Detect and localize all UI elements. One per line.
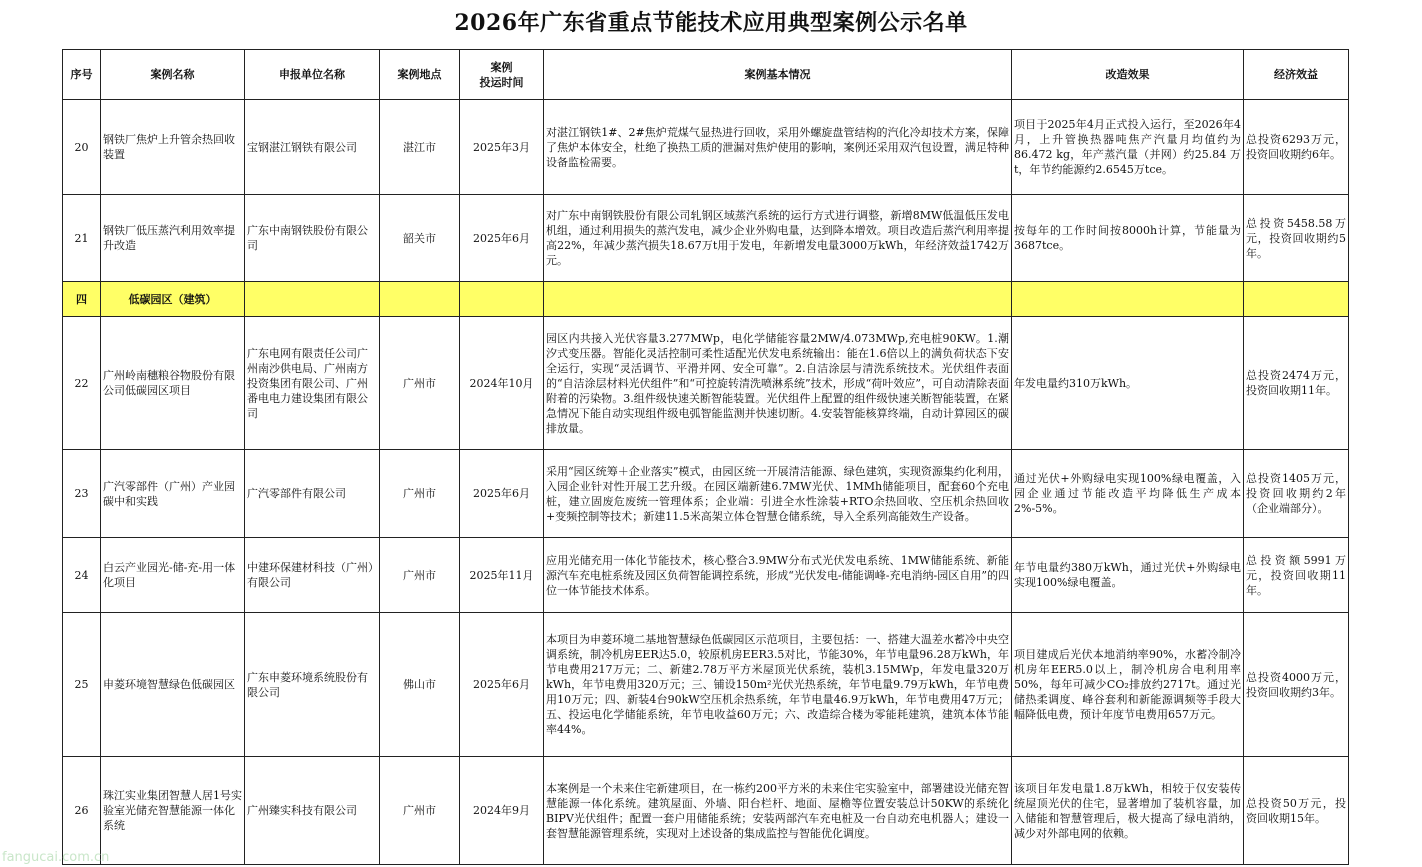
section-title: 低碳园区（建筑）	[101, 282, 245, 317]
cell-case-name: 广汽零部件（广州）产业园碳中和实践	[101, 450, 245, 538]
cell-economy: 总投资1405万元，投资回收期约2年（企业端部分）。	[1244, 450, 1349, 538]
header-no: 序号	[63, 50, 101, 100]
cell-no: 23	[63, 450, 101, 538]
cell-economy: 总投资4000万元，投资回收期约3年。	[1244, 613, 1349, 757]
cell-case-name: 白云产业园光-储-充-用一体化项目	[101, 538, 245, 613]
cell-effect: 该项目年发电量1.8万kWh，相较于仅安装传统屋顶光伏的住宅，显著增加了装机容量，加入储能和智慧管理后，极大提高了绿电消纳，减少对外部电网的依赖。	[1012, 757, 1244, 865]
cell-description: 采用“园区统筹＋企业落实”模式，由园区统一开展清洁能源、绿色建筑，实现资源集约化利用，入园企业针对性开展工艺升级。在园区端新建6.7MW光伏、1MMh储能项目，配套60个充电桩，建立固废危废统一管理体系；企业端：引进全水性涂装+RTO余热回收、空压机余热回收+变频控制等技术；新建11.5米高架立体仓智慧仓储系统，导入全系列高能效生产设备。	[544, 450, 1012, 538]
cell-economy: 总投资50万元，投资回收期15年。	[1244, 757, 1349, 865]
header-place: 案例地点	[380, 50, 460, 100]
cell-effect: 按每年的工作时间按8000h计算，节能量为3687tce。	[1012, 195, 1244, 282]
cell-time: 2025年6月	[460, 613, 544, 757]
cell-description: 本项目为申菱环境二基地智慧绿色低碳园区示范项目，主要包括：一、搭建大温差水蓄冷中央空调系统，制冷机房EER达5.0，较原机房EER3.5对比，节能30%，年节电量96.28万kWh，年节电费用217万元；二、新建2.78万平方米屋顶光伏系统，装机3.15MWp，年发电量320万kWh，年节电费用320万元；三、铺设150m²光伏光热系统，年节电量9.79万kWh，年节电费用10万元；四、新装4台90kW空压机余热系统，年节电量46.9万kWh，年节电费用47万元；五、投运电化学储能系统，年节电收益60万元；六、改造综合楼为零能耗建筑，建筑本体节能率44%。	[544, 613, 1012, 757]
table-row	[63, 613, 1349, 757]
watermark: fangucai.com.cn	[2, 850, 110, 865]
cell-place: 广州市	[380, 317, 460, 450]
header-economy: 经济效益	[1244, 50, 1349, 100]
cell-economy: 总投资6293万元，投资回收期约6年。	[1244, 100, 1349, 195]
cell-time: 2024年9月	[460, 757, 544, 865]
table-row	[63, 757, 1349, 865]
cell-effect: 项目建成后光伏本地消纳率90%，水蓄冷制冷机房年EER5.0以上，制冷机房合电利用率50%，每年可减少CO₂排放约2717t。通过光储热柔调度、峰谷套利和新能源调频等手段大幅降低电费，预计年度节电费用657万元。	[1012, 613, 1244, 757]
cell-effect: 年发电量约310万kWh。	[1012, 317, 1244, 450]
cell-no: 20	[63, 100, 101, 195]
cell-no: 25	[63, 613, 101, 757]
cell-effect: 通过光伏+外购绿电实现100%绿电覆盖，入园企业通过节能改造平均降低生产成本2%-5%。	[1012, 450, 1244, 538]
table-row	[63, 100, 1349, 195]
cell-place: 广州市	[380, 538, 460, 613]
cell-unit: 广东中南钢铁股份有限公司	[245, 195, 380, 282]
cell-time: 2024年10月	[460, 317, 544, 450]
cell-case-name: 钢铁厂低压蒸汽利用效率提升改造	[101, 195, 245, 282]
cell-economy: 总投资2474万元，投资回收期11年。	[1244, 317, 1349, 450]
cell-time: 2025年11月	[460, 538, 544, 613]
header-effect: 改造效果	[1012, 50, 1244, 100]
cell-place: 湛江市	[380, 100, 460, 195]
cell-case-name: 申菱环境智慧绿色低碳园区	[101, 613, 245, 757]
section-no: 四	[63, 282, 101, 317]
cell-no: 24	[63, 538, 101, 613]
table-row	[63, 195, 1349, 282]
cell-description: 对湛江钢铁1#、2#焦炉荒煤气显热进行回收，采用外螺旋盘管结构的汽化冷却技术方案，保障了焦炉本体安全，杜绝了换热工质的泄漏对焦炉使用的影响，案例还采用双汽包设置，满足特种设备监检需要。	[544, 100, 1012, 195]
cell-time: 2025年6月	[460, 450, 544, 538]
cell-place: 佛山市	[380, 613, 460, 757]
table-row	[63, 450, 1349, 538]
page-title: 2026年广东省重点节能技术应用典型案例公示名单	[454, 10, 968, 36]
cell-description: 对广东中南钢铁股份有限公司轧钢区域蒸汽系统的运行方式进行调整，新增8MW低温低压发电机组，通过利用损失的蒸汽发电，减少企业外购电量，达到降本增效。项目改造后蒸汽利用率提高22%，年减少蒸汽损失18.67万t用于发电，年新增发电量3000万kWh，年经济效益1742万元。	[544, 195, 1012, 282]
cell-description: 园区内共接入光伏容量3.277MWp，电化学储能容量2MW/4.073MWp,充电桩90KW。1.潮汐式变压器。智能化灵活控制可柔性适配光伏发电系统输出：能在1.6倍以上的满负荷状态下安全运行，实现“灵活调节、平滑并网、安全可靠”。2.自洁涂层与清洗系统技术。光伏组件表面的“自洁涂层材料光伏组件”和“可控旋转清洗喷淋系统”技术，形成“荷叶效应”，可自动清除表面附着的污染物。3.组件级快速关断智能装置。光伏组件上配置的组件级快速关断智能装置，在紧急情况下能自动实现组件级电弧智能监测并快速切断。4.安装智能核算终端，自动计算园区的碳排放量。	[544, 317, 1012, 450]
cell-unit: 广州臻实科技有限公司	[245, 757, 380, 865]
cell-time: 2025年3月	[460, 100, 544, 195]
header-description: 案例基本情况	[544, 50, 1012, 100]
section-row	[63, 282, 1349, 317]
cell-place: 广州市	[380, 757, 460, 865]
cell-time: 2025年6月	[460, 195, 544, 282]
header-unit: 申报单位名称	[245, 50, 380, 100]
cell-description: 本案例是一个未来住宅新建项目，在一栋约200平方米的未来住宅实验室中，部署建设光储充智慧能源一体化系统。建筑屋面、外墙、阳台栏杆、地面、屋檐等位置安装总计50KW的系统化BIPV光伏组件；配置一套户用储能系统；安装两部汽车充电桩及一台自动充电机器人；建设一套智慧能源管理系统，实现对上述设备的集成监控与智能优化调度。	[544, 757, 1012, 865]
header-case-name: 案例名称	[101, 50, 245, 100]
cell-case-name: 钢铁厂焦炉上升管余热回收装置	[101, 100, 245, 195]
cell-unit: 广东申菱环境系统股份有限公司	[245, 613, 380, 757]
table-row	[63, 538, 1349, 613]
cell-case-name: 珠江实业集团智慧人居1号实验室光储充智慧能源一体化系统	[101, 757, 245, 865]
cell-no: 21	[63, 195, 101, 282]
cell-effect: 项目于2025年4月正式投入运行，至2026年4月，上升管换热器吨焦产汽量月均值约为86.472 kg，年产蒸汽量（并网）约25.84 万t，年节约能源约2.6545万tce。	[1012, 100, 1244, 195]
cell-economy: 总投资额5991万元，投资回收期11年。	[1244, 538, 1349, 613]
cell-unit: 宝钢湛江钢铁有限公司	[245, 100, 380, 195]
table-header-row	[63, 50, 1349, 100]
cell-unit: 广汽零部件有限公司	[245, 450, 380, 538]
cell-no: 26	[63, 757, 101, 865]
table-row	[63, 317, 1349, 450]
case-table	[62, 49, 1349, 865]
cell-place: 广州市	[380, 450, 460, 538]
cell-place: 韶关市	[380, 195, 460, 282]
cell-effect: 年节电量约380万kWh，通过光伏+外购绿电实现100%绿电覆盖。	[1012, 538, 1244, 613]
cell-description: 应用光储充用一体化节能技术，核心整合3.9MW分布式光伏发电系统、1MW储能系统、新能源汽车充电桩系统及园区负荷智能调控系统，形成“光伏发电-储能调峰-充电消纳-园区自用”的四位一体节能技术体系。	[544, 538, 1012, 613]
header-time: 案例 投运时间	[460, 50, 544, 100]
cell-unit: 中建环保建材科技（广州）有限公司	[245, 538, 380, 613]
cell-economy: 总投资5458.58万元，投资回收期约5年。	[1244, 195, 1349, 282]
cell-no: 22	[63, 317, 101, 450]
cell-unit: 广东电网有限责任公司广州南沙供电局、广州南方投资集团有限公司、广州番电电力建设集团有限公司	[245, 317, 380, 450]
cell-case-name: 广州岭南穗粮谷物股份有限公司低碳园区项目	[101, 317, 245, 450]
